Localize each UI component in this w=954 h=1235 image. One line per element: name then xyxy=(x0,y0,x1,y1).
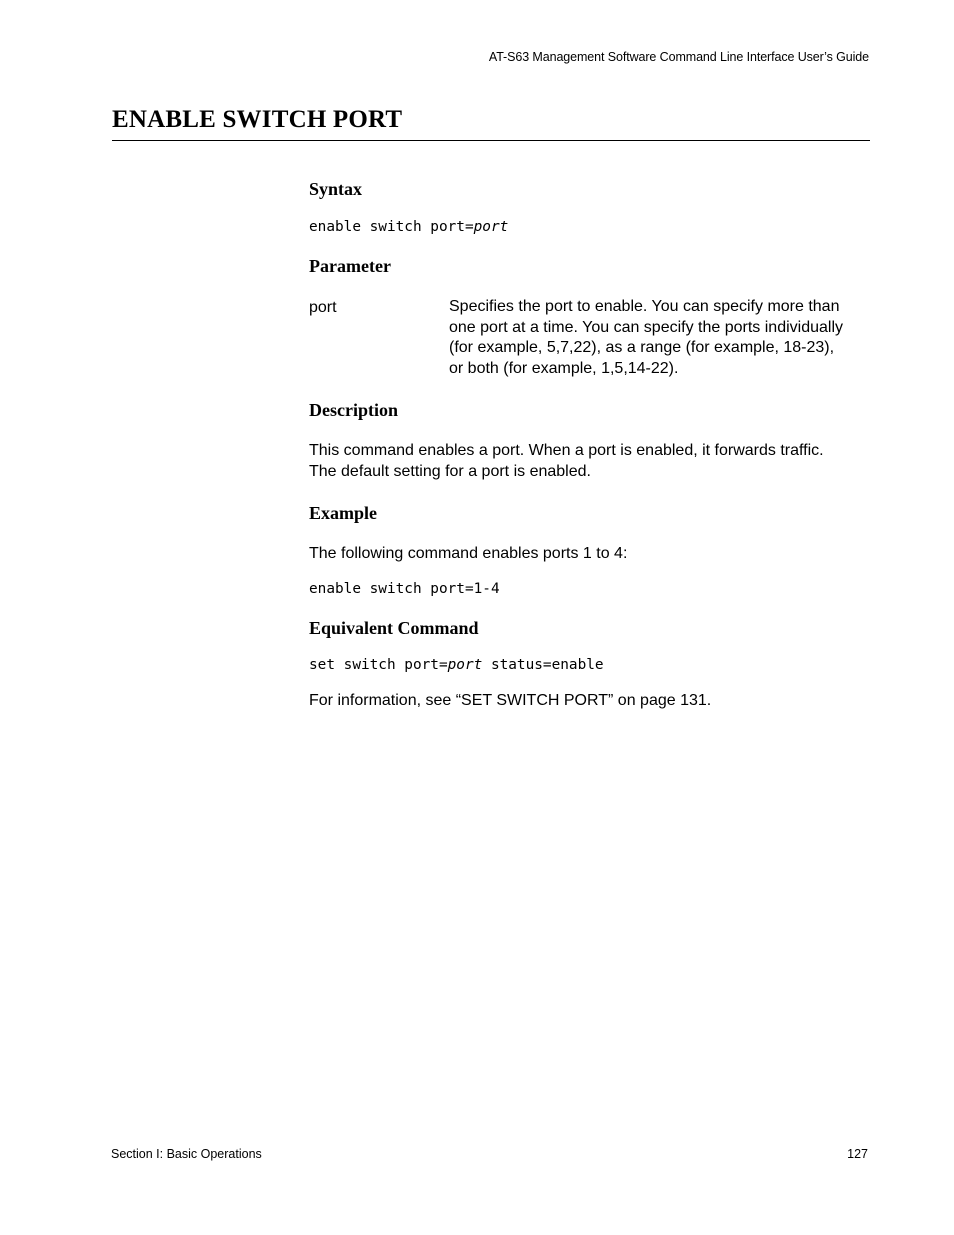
equivalent-command-param: port xyxy=(447,657,483,673)
equivalent-command xyxy=(309,657,604,673)
syntax-command-param: port xyxy=(473,219,509,235)
example-text: The following command enables ports 1 to 4: xyxy=(309,545,628,562)
syntax-heading: Syntax xyxy=(309,179,363,199)
page-title: ENABLE SWITCH PORT xyxy=(112,106,403,133)
example-command: enable switch port=1-4 xyxy=(309,581,500,597)
title-rule xyxy=(112,140,870,141)
description-line: The default setting for a port is enabled. xyxy=(309,463,591,480)
example-heading: Example xyxy=(309,503,378,523)
cross-reference-text: For information, see “SET SWITCH PORT” on page 131. xyxy=(309,692,712,709)
description-text xyxy=(309,440,824,482)
equivalent-command-suffix: status=enable xyxy=(482,657,604,673)
description-heading: Description xyxy=(309,400,398,420)
parameter-description-line: or both (for example, 1,5,14-22). xyxy=(449,359,679,377)
page-number: 127 xyxy=(847,1147,868,1161)
parameter-name: port xyxy=(309,299,337,316)
equivalent-command-prefix: set switch port= xyxy=(309,657,448,673)
equivalent-heading: Equivalent Command xyxy=(309,618,479,638)
running-header: AT-S63 Management Software Command Line Interface User’s Guide xyxy=(488,50,869,64)
parameter-description-line: one port at a time. You can specify the ports individually xyxy=(449,318,844,336)
parameter-description-line: Specifies the port to enable. You can specify more than xyxy=(449,298,840,315)
syntax-command-prefix: enable switch port= xyxy=(309,219,474,235)
parameter-description xyxy=(449,297,874,379)
parameter-heading: Parameter xyxy=(309,256,391,276)
footer-section: Section I: Basic Operations xyxy=(111,1147,262,1161)
syntax-command xyxy=(309,219,508,235)
parameter-description-line: (for example, 5,7,22), as a range (for example, 18-23), xyxy=(449,339,835,356)
description-line: This command enables a port. When a port is enabled, it forwards traffic. xyxy=(309,442,824,459)
